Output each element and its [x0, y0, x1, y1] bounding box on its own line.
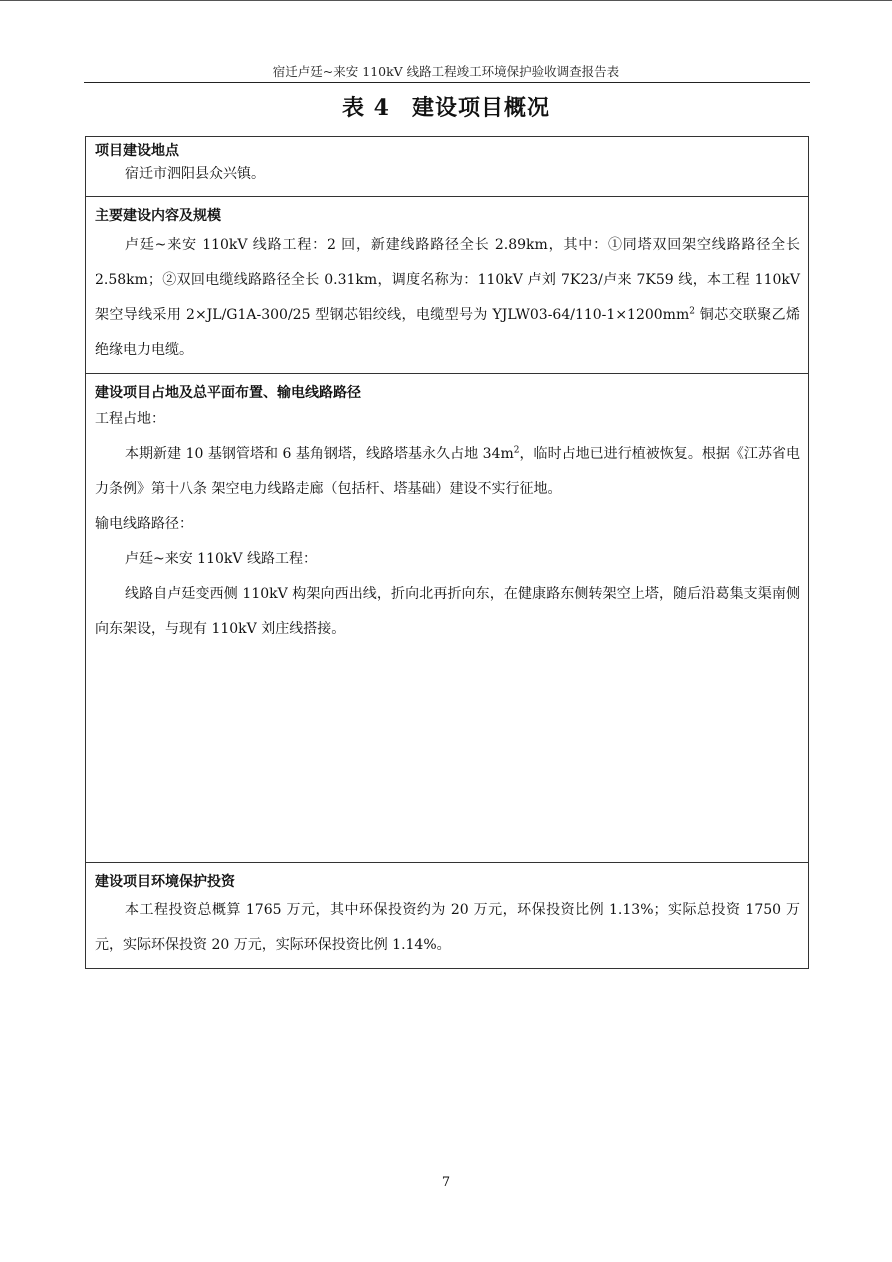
page-top-border: [0, 0, 892, 1]
table-title-text: 建设项目概况: [411, 95, 550, 121]
route-project-name: 卢廷~来安 110kV 线路工程：: [125, 551, 317, 567]
scale-text-superscript: 2: [689, 306, 695, 317]
section-layout: [86, 374, 808, 863]
land-text-tail: ，临时占地已进行植被恢复。根据《江苏省电力条例》第十八条 架空电力线路走廊（包括杆、塔基础）建设不实行征地。: [95, 446, 801, 497]
section-investment-text: 本工程投资总概算 1765 万元，其中环保投资约为 20 万元，环保投资比例 1.13%；实际总投资 1750 万元，实际环保投资 20 万元，实际环保投资比例 1.14%。: [95, 902, 800, 953]
land-text-main: 本期新建 10 基钢管塔和 6 基角钢塔，线路塔基永久占地 34m: [125, 446, 514, 462]
route-label: 输电线路路径：: [95, 516, 193, 532]
section-scale-text: [95, 228, 800, 368]
header-rule: [84, 82, 810, 83]
section-location: [86, 137, 808, 197]
page-number: 7: [441, 1175, 451, 1190]
section-location-heading: 项目建设地点: [95, 143, 179, 159]
scale-text-main: 卢廷~来安 110kV 线路工程：2 回，新建线路路径全长 2.89km，其中：①同塔双回架空线路路径全长 2.58km；②双回电缆线路路径全长 0.31km，调度名称为：110kV 卢刘 7K23/卢来 7K59 线，本工程 110kV 架空导线采用 2×JL/G1A-300/25 型钢芯铝绞线，电缆型号为 YJLW03-64/110-1×1200mm: [95, 237, 800, 323]
land-use-label: 工程占地：: [95, 411, 165, 427]
section-scale-heading: 主要建设内容及规模: [95, 208, 221, 224]
route-description: 线路自卢廷变西侧 110kV 构架向西出线，折向北再折向东，在健康路东侧转架空上塔，随后沿葛集支渠南侧向东架设，与现有 110kV 刘庄线搭接。: [95, 586, 800, 637]
section-investment-heading: 建设项目环境保护投资: [95, 874, 235, 890]
section-investment: [86, 863, 808, 968]
section-layout-heading: 建设项目占地及总平面布置、输电线路路径: [95, 385, 361, 401]
section-scale: [86, 197, 808, 374]
land-text-superscript: 2: [513, 445, 520, 456]
project-overview-table: [85, 136, 809, 969]
running-header: 宿迁卢廷~来安 110kV 线路工程竣工环境保护验收调查报告表: [272, 64, 620, 79]
section-location-text: 宿迁市泗阳县众兴镇。: [125, 166, 265, 182]
scale-text-tail: 铜芯交联聚乙烯绝缘电力电缆。: [95, 307, 801, 358]
table-title: [84, 92, 808, 124]
table-number: 表 4: [342, 95, 390, 121]
land-use-text: [95, 437, 800, 507]
